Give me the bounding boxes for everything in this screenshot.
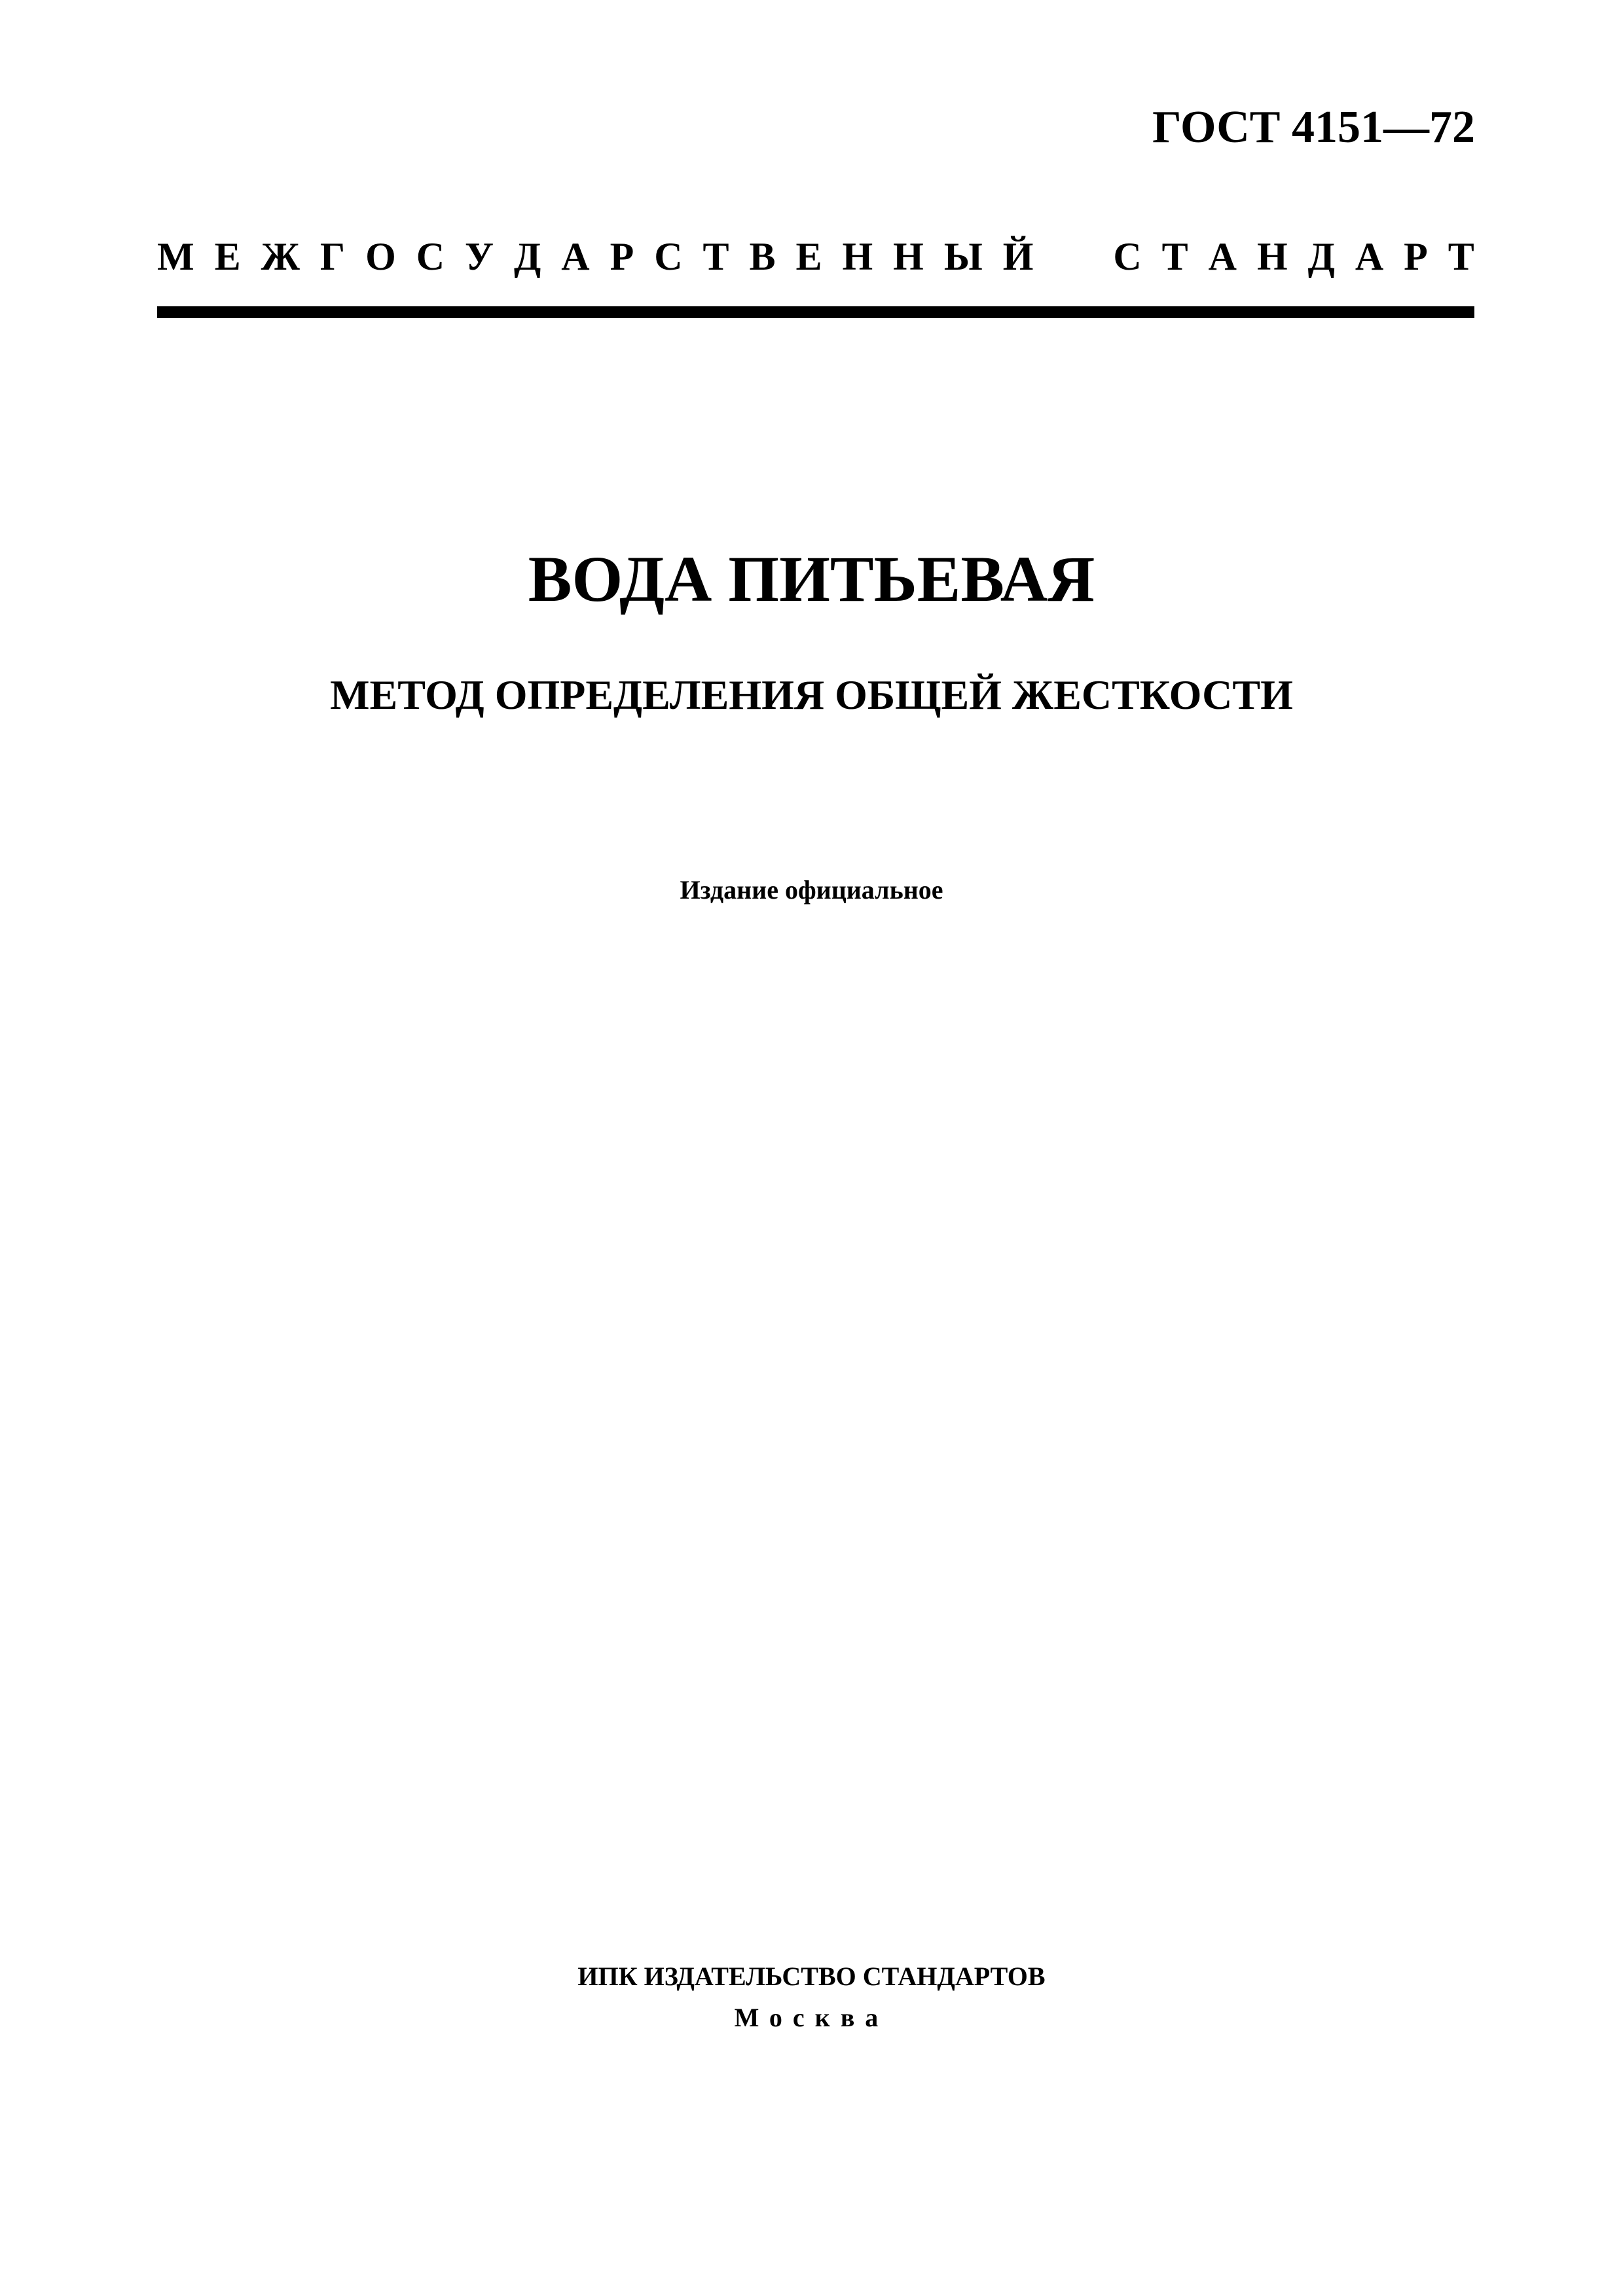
heading-letter: Й bbox=[1002, 235, 1034, 278]
heading-letter: Е bbox=[795, 235, 822, 278]
document-number: ГОСТ 4151—72 bbox=[1152, 102, 1475, 152]
header-divider-rule bbox=[157, 306, 1474, 318]
heading-letter: Р bbox=[1404, 235, 1428, 278]
publisher-city: Москва bbox=[734, 2003, 889, 2032]
heading-letter: С bbox=[654, 235, 683, 278]
heading-letter: Г bbox=[319, 235, 346, 278]
heading-letter: М bbox=[157, 235, 194, 278]
edition-note: Издание официальное bbox=[680, 875, 943, 905]
heading-letter: А bbox=[561, 235, 590, 278]
word-gap bbox=[1053, 237, 1093, 276]
heading-letter: А bbox=[1208, 235, 1237, 278]
heading-letter: Н bbox=[842, 235, 873, 278]
heading-letter: Р bbox=[610, 235, 634, 278]
heading-letter: С bbox=[416, 235, 445, 278]
heading-letter: Е bbox=[214, 235, 241, 278]
heading-letter: О bbox=[365, 235, 396, 278]
standard-type-heading bbox=[157, 237, 1474, 276]
heading-letter: С bbox=[1113, 235, 1142, 278]
heading-letter: Ы bbox=[943, 235, 983, 278]
heading-letter: Т bbox=[1161, 235, 1188, 278]
document-title: ВОДА ПИТЬЕВАЯ bbox=[528, 543, 1095, 615]
heading-letter: Д bbox=[1307, 235, 1335, 278]
heading-letter: Т bbox=[702, 235, 729, 278]
heading-letter: Н bbox=[893, 235, 924, 278]
heading-letter: В bbox=[749, 235, 776, 278]
heading-letter: Н bbox=[1256, 235, 1288, 278]
heading-letter: Т bbox=[1448, 235, 1474, 278]
heading-letter: Ж bbox=[261, 235, 300, 278]
heading-letter: А bbox=[1355, 235, 1384, 278]
heading-letter: Д bbox=[514, 235, 541, 278]
publisher-name: ИПК ИЗДАТЕЛЬСТВО СТАНДАРТОВ bbox=[577, 1962, 1046, 1991]
heading-letter: У bbox=[465, 235, 494, 278]
document-subtitle: МЕТОД ОПРЕДЕЛЕНИЯ ОБЩЕЙ ЖЕСТКОСТИ bbox=[330, 672, 1293, 718]
